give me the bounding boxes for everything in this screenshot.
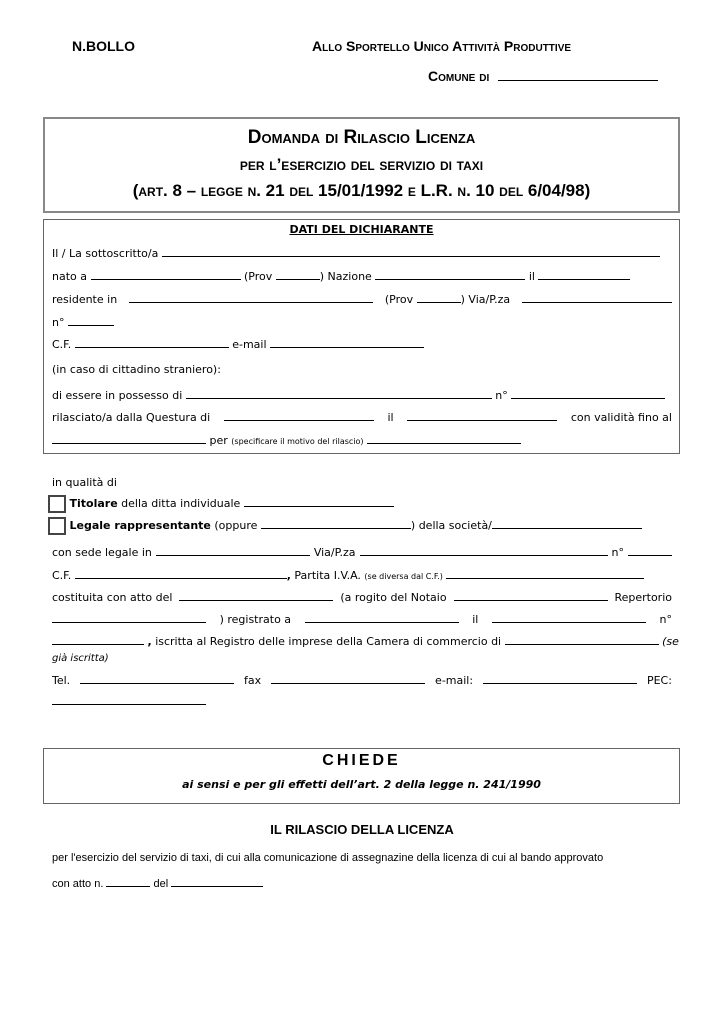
iscritta-row (52, 632, 679, 648)
costituita-label: costituita con atto del (52, 591, 173, 604)
rilasciato-il-label: il (387, 411, 394, 424)
possesso-field[interactable] (186, 386, 492, 399)
registrato-label: ) registrato a (219, 613, 292, 626)
possesso-n-field[interactable] (511, 386, 665, 399)
nato-field[interactable] (91, 267, 241, 280)
titolare-label: Titolare (69, 497, 118, 510)
qualita-intro: in qualità di (52, 476, 117, 489)
residente-label: residente in (52, 293, 118, 306)
sede-row (52, 543, 672, 559)
rilasciato-label: rilasciato/a dalla Questura di (52, 411, 211, 424)
numero-label: n° (52, 316, 65, 329)
nazione-label: ) Nazione (319, 270, 372, 283)
comune-label: Comune di (428, 68, 490, 84)
validita-label: con validità fino al (570, 411, 672, 424)
sede-via-label: Via/P.za (313, 546, 356, 559)
bollo-label: N.BOLLO (72, 38, 135, 54)
pec-label: PEC: (646, 674, 672, 687)
per-note: (specificare il motivo del rilascio) (231, 437, 364, 446)
piva-row (52, 566, 672, 582)
pec-field[interactable] (52, 692, 206, 705)
motivo-field[interactable] (367, 431, 521, 444)
nazione-field[interactable] (375, 267, 525, 280)
possesso-n-label: n° (495, 389, 508, 402)
fax-label: fax (244, 674, 262, 687)
straniero-row (52, 363, 672, 379)
titolare-checkbox[interactable] (48, 495, 66, 513)
camera-field[interactable] (505, 632, 659, 645)
sottoscritto-field[interactable] (162, 244, 660, 257)
iscritta-comma: , (147, 635, 152, 648)
pec-row (52, 692, 672, 708)
registrato-field[interactable] (305, 610, 459, 623)
atto-row (52, 874, 672, 890)
cf-row (52, 335, 672, 351)
societa-label: ) della società/ (410, 519, 492, 532)
straniero-label: (in caso di cittadino straniero): (52, 363, 221, 376)
rilascio-text: per l'esercizio del servizio di taxi, di cui alla comunicazione di assegnazine della licenza di cui al bando approvato (52, 852, 604, 864)
email-label: e-mail (232, 338, 267, 351)
registrato-il-label: il (472, 613, 479, 626)
validita-field[interactable] (52, 431, 206, 444)
cf-field[interactable] (75, 335, 229, 348)
sottoscritto-row (52, 244, 672, 260)
sede-label: con sede legale in (52, 546, 152, 559)
se-label: (se (662, 635, 679, 648)
nato-row (52, 267, 672, 283)
costituita-row (52, 588, 672, 604)
rilascio-heading: IL RILASCIO DELLA LICENZA (270, 822, 454, 837)
title-line1: Domanda di Rilascio Licenza (247, 127, 476, 148)
email-field[interactable] (270, 335, 424, 348)
soc-cf-comma: , (286, 569, 291, 582)
sede-via-field[interactable] (360, 543, 608, 556)
rogito-label: (a rogito del Notaio (340, 591, 447, 604)
sede-field[interactable] (156, 543, 310, 556)
residente-row (52, 290, 672, 306)
sottoscritto-label: Il / La sottoscritto/a (52, 247, 159, 260)
registrato-row (52, 610, 672, 626)
fax-field[interactable] (271, 671, 425, 684)
notaio-field[interactable] (454, 588, 608, 601)
chiede-box (43, 748, 680, 804)
title-box (43, 117, 680, 213)
chiede-title: CHIEDE (322, 752, 401, 769)
contatti-row (52, 671, 672, 687)
repertorio-label: Repertorio (614, 591, 672, 604)
via-label: ) Via/P.za (460, 293, 511, 306)
gia-iscritta-row (52, 651, 672, 667)
soc-cf-label: C.F. (52, 569, 72, 582)
via-field[interactable] (522, 290, 672, 303)
legale-checkbox[interactable] (48, 517, 66, 535)
titolare-row (48, 494, 394, 513)
title-line3: (art. 8 – legge n. 21 del 15/01/1992 e L.R. n. 10 del 6/04/98) (132, 181, 591, 200)
qualita-intro-row (52, 476, 672, 492)
piva-note: (se diversa dal C.F.) (364, 572, 443, 581)
numero-field[interactable] (68, 313, 114, 326)
soc-email-label: e-mail: (435, 674, 474, 687)
atto-data-field[interactable] (179, 588, 333, 601)
nascita-data-field[interactable] (538, 267, 630, 280)
sportello-label: Allo Sportello Unico Attività Produttive (312, 38, 572, 54)
iscritta-label: iscritta al Registro delle imprese della Camera di commercio di (155, 635, 502, 648)
piva-label: Partita I.V.A. (294, 569, 361, 582)
cf-label: C.F. (52, 338, 72, 351)
oppure-field[interactable] (261, 516, 411, 529)
registrato-n-field[interactable] (52, 632, 144, 645)
prov-res-label: (Prov (384, 293, 414, 306)
per-label: per (209, 434, 228, 447)
chiede-subtitle: ai sensi e per gli effetti dell’art. 2 della legge n. 241/1990 (182, 778, 541, 791)
prov-label: (Prov (244, 270, 273, 283)
legale-label: Legale rappresentante (69, 519, 211, 532)
per-row (52, 431, 672, 447)
title-line2: per l’esercizio del servizio di taxi (239, 155, 484, 174)
titolare-rest: della ditta individuale (121, 497, 241, 510)
societa-field[interactable] (492, 516, 642, 529)
nato-label: nato a (52, 270, 87, 283)
soc-email-field[interactable] (483, 671, 637, 684)
sede-n-label: n° (611, 546, 624, 559)
repertorio-field[interactable] (52, 610, 206, 623)
piva-field[interactable] (446, 566, 644, 579)
dichiarante-heading: DATI DEL DICHIARANTE (289, 223, 434, 236)
il-label: il (528, 270, 535, 283)
prov-res-field[interactable] (417, 290, 461, 303)
rilascio-data-field[interactable] (407, 408, 557, 421)
comune-field[interactable] (498, 68, 658, 81)
ditta-field[interactable] (244, 494, 394, 507)
questura-field[interactable] (224, 408, 374, 421)
gia-iscritta-label: già iscritta) (52, 653, 109, 664)
atto-label: con atto n. (52, 878, 104, 890)
oppure-label: (oppure (214, 519, 258, 532)
numero-row (52, 313, 672, 329)
tel-label: Tel. (52, 674, 71, 687)
atto-del-field[interactable] (171, 874, 263, 887)
registrato-n-label: n° (659, 613, 672, 626)
rilasciato-row (52, 408, 672, 424)
tel-field[interactable] (80, 671, 234, 684)
residente-field[interactable] (129, 290, 373, 303)
registrato-data-field[interactable] (492, 610, 646, 623)
prov-field[interactable] (276, 267, 320, 280)
sede-n-field[interactable] (628, 543, 672, 556)
possesso-row (52, 386, 672, 402)
atto-n-field[interactable] (106, 874, 150, 887)
possesso-label: di essere in possesso di (52, 389, 183, 402)
soc-cf-field[interactable] (75, 566, 287, 579)
atto-del-label: del (153, 878, 169, 890)
legale-row (48, 516, 642, 535)
